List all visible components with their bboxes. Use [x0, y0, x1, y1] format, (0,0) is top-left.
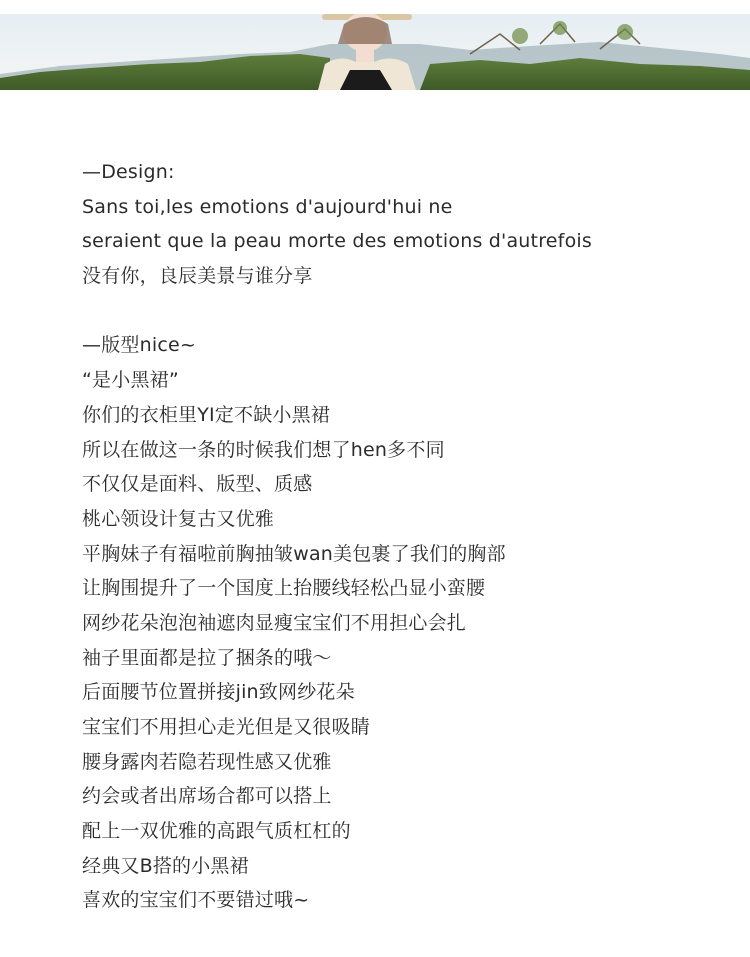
product-description: [82, 155, 702, 918]
design-quote-line-1: Sans toi,les emotions d'aujourd'hui ne: [82, 195, 453, 218]
style-line: 桃心领设计复古又优雅: [82, 507, 275, 530]
style-line: 配上一双优雅的高跟气质杠杠的: [82, 820, 351, 843]
design-section: [82, 155, 702, 294]
style-line: 袖子里面都是拉了捆条的哦～: [82, 646, 332, 669]
style-section: [82, 328, 702, 918]
section-divider-space: [82, 294, 702, 329]
style-line: 喜欢的宝宝们不要错过哦~: [82, 889, 310, 912]
style-line: 约会或者出席场合都可以搭上: [82, 785, 332, 808]
style-heading: —版型nice~: [82, 334, 196, 357]
style-line: 经典又B搭的小黑裙: [82, 854, 249, 877]
style-line: 平胸妹子有福啦前胸抽皱wan美包裹了我们的胸部: [82, 542, 506, 565]
style-line: 不仅仅是面料、版型、质感: [82, 473, 313, 496]
header-banner-photo: [0, 14, 750, 90]
style-line: 宝宝们不用担心走光但是又很吸睛: [82, 716, 371, 738]
style-line: 让胸围提升了一个国度上抬腰线轻松凸显小蛮腰: [82, 577, 486, 600]
style-line: 网纱花朵泡泡袖遮肉显瘦宝宝们不用担心会扎: [82, 611, 467, 634]
design-quote-translation: 没有你，良辰美景与谁分享: [82, 265, 313, 288]
style-line: 所以在做这一条的时候我们想了hen多不同: [82, 438, 445, 461]
design-quote-line-2: seraient que la peau morte des emotions d'autrefois: [82, 230, 592, 253]
design-heading: —Design:: [82, 161, 175, 183]
style-line: 后面腰节位置拼接jin致网纱花朵: [82, 681, 355, 704]
landscape-photo: [0, 14, 750, 90]
style-line: 你们的衣柜里YI定不缺小黑裙: [82, 403, 331, 426]
style-line: 腰身露肉若隐若现性感又优雅: [82, 750, 332, 773]
style-line: “是小黑裙”: [82, 369, 179, 392]
